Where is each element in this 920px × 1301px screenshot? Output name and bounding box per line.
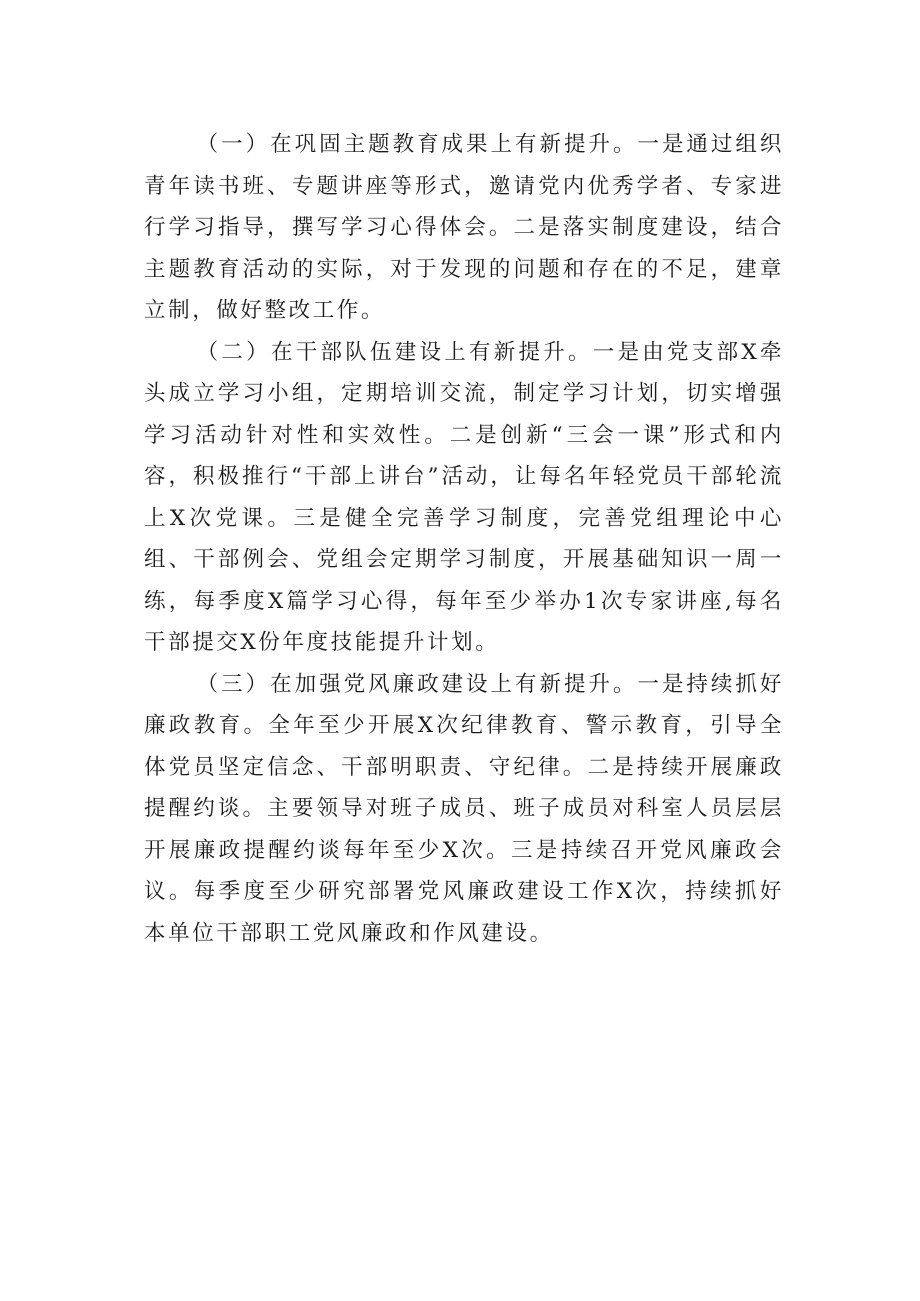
document-body <box>144 124 784 954</box>
paragraph-2: （二）在干部队伍建设上有新提升。一是由党支部X牵头成立学习小组，定期培训交流，制定学习计划，切实增强学习活动针对性和实效性。二是创新“三会一课”形式和内容，积极推行“干部上讲台”活动，让每名年轻党员干部轮流上X次党课。三是健全完善学习制度，完善党组理论中心组、干部例会、党组会定期学习制度，开展基础知识一周一练，每季度X篇学习心得，每年至少举办1次专家讲座,每名干部提交X份年度技能提升计划。 <box>144 339 784 655</box>
paragraph-3: （三）在加强党风廉政建设上有新提升。一是持续抓好廉政教育。全年至少开展X次纪律教育、警示教育，引导全体党员坚定信念、干部明职责、守纪律。二是持续开展廉政提醒约谈。主要领导对班子成员、班子成员对科室人员层层开展廉政提醒约谈每年至少X次。三是持续召开党风廉政会议。每季度至少研究部署党风廉政建设工作X次，持续抓好本单位干部职工党风廉政和作风建设。 <box>144 671 784 946</box>
paragraph-1: （一）在巩固主题教育成果上有新提升。一是通过组织青年读书班、专题讲座等形式，邀请党内优秀学者、专家进行学习指导，撰写学习心得体会。二是落实制度建设，结合主题教育活动的实际，对于发现的问题和存在的不足，建章立制，做好整改工作。 <box>144 132 784 323</box>
